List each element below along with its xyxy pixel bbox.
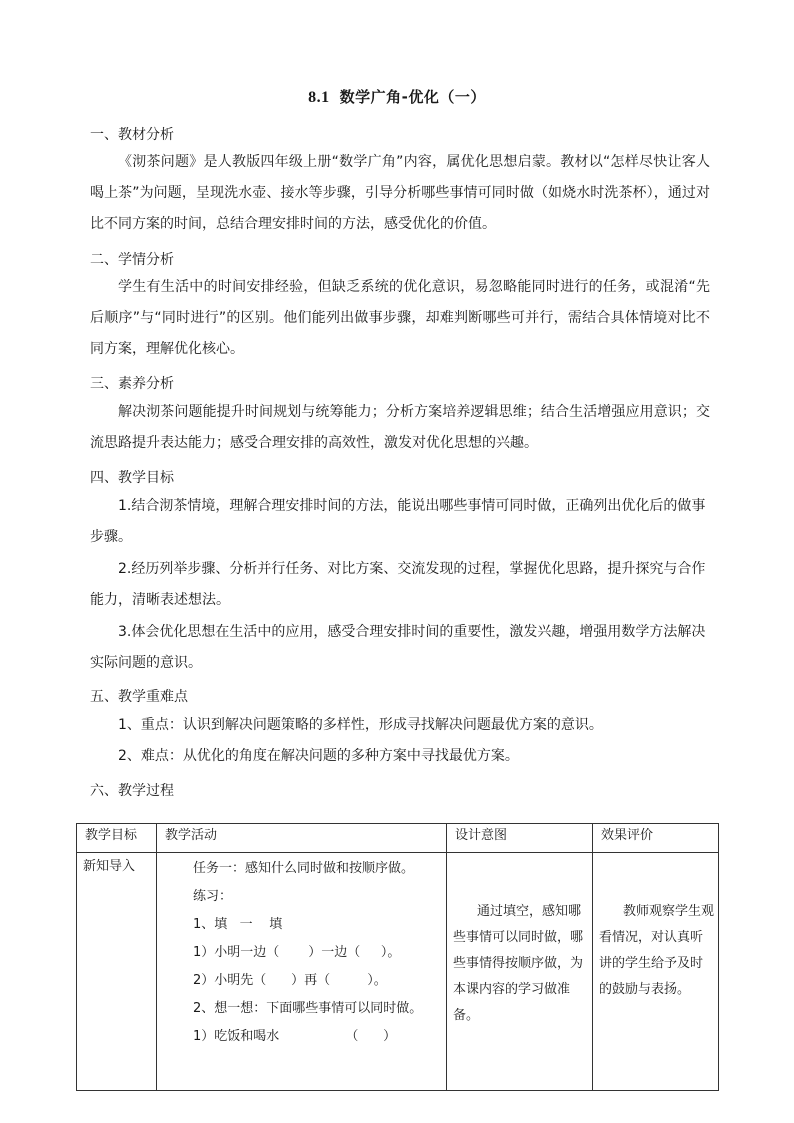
stage-cell: 新知导入	[83, 859, 136, 874]
section-text-students: 学生有生活中的时间安排经验，但缺乏系统的优化意识，易忽略能同时进行的任务，或混淆“先后顺序”与“同时进行”的区别。他们能列出做事步骤，却难判断哪些可并行，需结合具体情境对比不同方案，理解优化核心。	[90, 279, 710, 357]
evaluation-cell: 教师观察学生观看情况，对认真听讲的学生给予及时的鼓励与表扬。	[599, 904, 715, 997]
activity-task-line: 任务一：感知什么同时做和按顺序做。	[193, 861, 415, 876]
title-number: 8.1	[308, 89, 330, 106]
section-heading-process: 六、教学过程	[90, 783, 174, 799]
activity-fill-heading: 1、填 一 填	[193, 917, 283, 932]
activity-think-item-1: 1）吃饭和喝水 （ ）	[193, 1029, 397, 1044]
header-evaluation: 效果评价	[593, 824, 719, 853]
header-intent: 设计意图	[447, 824, 593, 853]
table-header-row	[77, 824, 719, 853]
section-heading-textbook: 一、教材分析	[90, 127, 174, 143]
activity-fill-item-2: 2）小明先（ ）再（ ）。	[193, 973, 387, 988]
section-heading-objectives: 四、教学目标	[90, 470, 174, 486]
section-text-literacy: 解决沏茶问题能提升时间规划与统筹能力；分析方案培养逻辑思维；结合生活增强应用意识；交流思路提升表达能力；感受合理安排的高效性，激发对优化思想的兴趣。	[90, 404, 710, 451]
section-heading-students: 二、学情分析	[90, 252, 174, 268]
activity-cell	[157, 853, 446, 1051]
activity-fill-item-1: 1）小明一边（ ）一边（ ）。	[193, 945, 401, 960]
table-row	[77, 853, 719, 1091]
document-title	[0, 86, 794, 107]
objective-item-3: 3.体会优化思想在生活中的应用，感受合理安排时间的重要性，激发兴趣，增强用数学方法解决实际问题的意识。	[90, 624, 706, 671]
section-heading-key-points: 五、教学重难点	[90, 689, 188, 705]
objective-item-2: 2.经历列举步骤、分析并行任务、对比方案、交流发现的过程，掌握优化思路，提升探究与合作能力，清晰表述想法。	[90, 561, 706, 608]
key-point-item-2: 2、难点：从优化的角度在解决问题的多种方案中寻找最优方案。	[118, 748, 519, 764]
intent-cell: 通过填空，感知哪些事情可以同时做，哪些事情得按顺序做，为本课内容的学习做准备。	[453, 904, 584, 1023]
section-heading-literacy: 三、素养分析	[90, 376, 174, 392]
section-text-textbook: 《沏茶问题》是人教版四年级上册“数学广角”内容，属优化思想启蒙。教材以“怎样尽快让客人喝上茶”为问题，呈现洗水壶、接水等步骤，引导分析哪些事情可同时做（如烧水时洗茶杯），通过对比不同方案的时间，总结合理安排时间的方法，感受优化的价值。	[90, 154, 710, 232]
key-point-item-1: 1、重点：认识到解决问题策略的多样性，形成寻找解决问题最优方案的意识。	[118, 717, 603, 733]
header-activity: 教学活动	[157, 824, 447, 853]
teaching-process-table	[76, 823, 719, 1091]
objective-item-1: 1.结合沏茶情境，理解合理安排时间的方法，能说出哪些事情可同时做，正确列出优化后的做事步骤。	[90, 498, 706, 545]
activity-practice-label: 练习：	[193, 889, 233, 904]
header-goal: 教学目标	[77, 824, 157, 853]
activity-think-heading: 2、想一想：下面哪些事情可以同时做。	[193, 1001, 423, 1016]
title-text: 数学广角-优化（一）	[339, 88, 486, 106]
